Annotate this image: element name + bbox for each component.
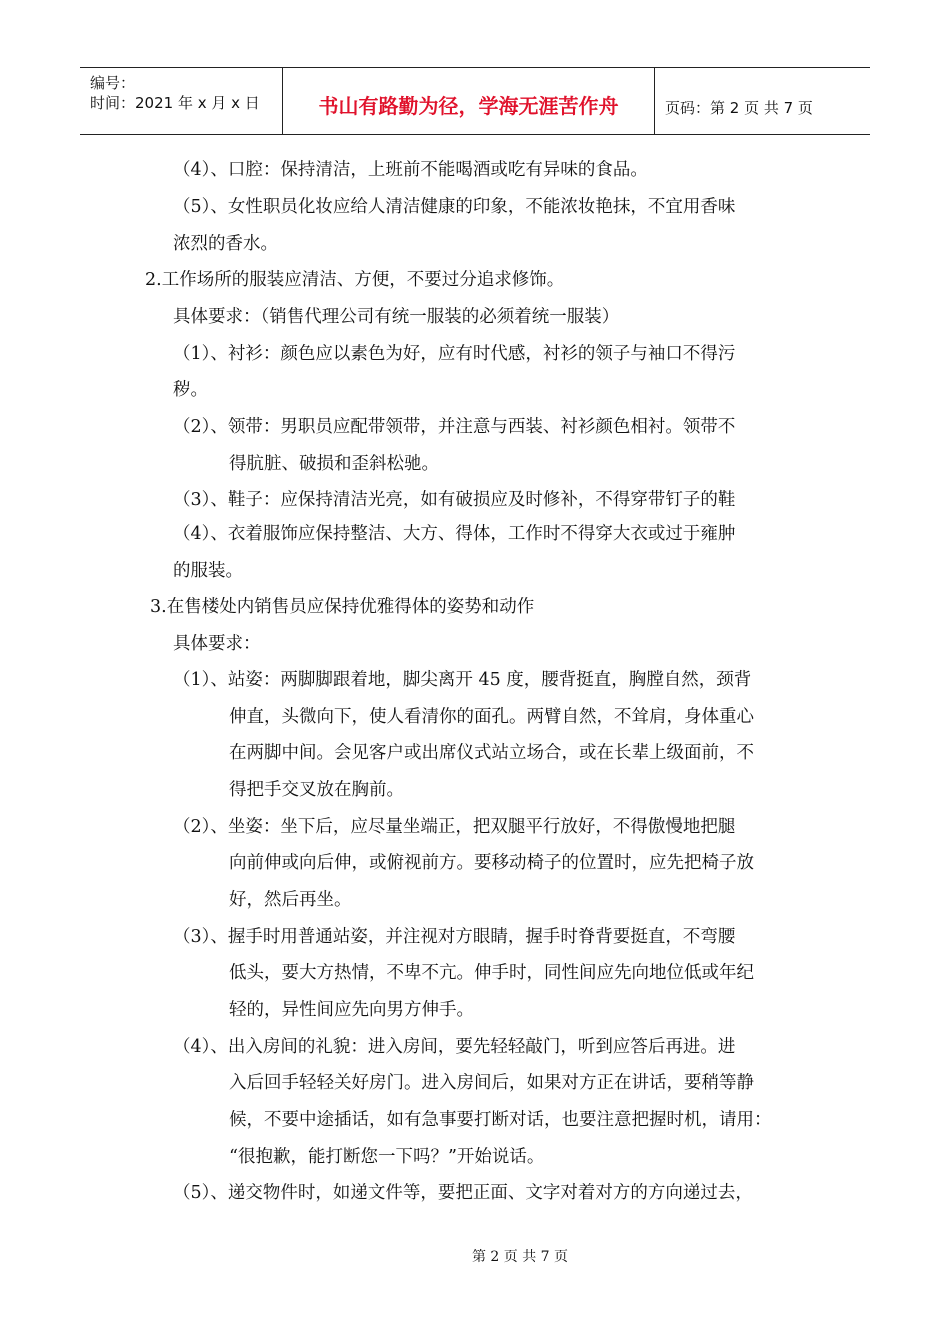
text-line: 具体要求：	[173, 634, 261, 654]
text-line: （1）、站姿：两脚脚跟着地，脚尖离开 45 度，腰背挺直，胸膛自然，颈背	[173, 670, 752, 690]
text-line: 秽。	[173, 380, 208, 400]
document-number-label: 编号：	[90, 74, 136, 92]
text-line: 好，然后再坐。	[229, 890, 352, 910]
text-line: 具体要求：（销售代理公司有统一服装的必须着统一服装）	[173, 307, 620, 327]
document-header	[80, 67, 870, 135]
text-line: 的服装。	[173, 561, 243, 581]
text-line: （3）、握手时用普通站姿，并注视对方眼睛，握手时脊背要挺直，不弯腰	[173, 927, 736, 947]
header-motto: 书山有路勤为径，学海无涯苦作舟	[283, 68, 655, 134]
header-page-info: 页码：第 2 页 共 7 页	[665, 98, 813, 117]
text-line: 在两脚中间。会见客户或出席仪式站立场合，或在长辈上级面前，不	[229, 743, 754, 763]
text-line: 3.在售楼处内销售员应保持优雅得体的姿势和动作	[150, 597, 535, 617]
text-line: （2）、领带：男职员应配带领带，并注意与西装、衬衫颜色相衬。领带不	[173, 417, 736, 437]
text-line: （5）、女性职员化妆应给人清洁健康的印象，不能浓妆艳抹，不宜用香味	[173, 197, 736, 217]
text-line: （5）、递交物件时，如递文件等，要把正面、文字对着对方的方向递过去，	[173, 1183, 753, 1203]
text-line: 入后回手轻轻关好房门。进入房间后，如果对方正在讲话，要稍等静	[229, 1073, 754, 1093]
text-line: 2.工作场所的服装应清洁、方便，不要过分追求修饰。	[145, 270, 565, 290]
text-line: “很抱歉，能打断您一下吗？”开始说话。	[229, 1147, 545, 1167]
text-line: 候，不要中途插话，如有急事要打断对话，也要注意把握时机，请用：	[229, 1110, 772, 1130]
text-line: （1）、衬衫：颜色应以素色为好，应有时代感，衬衫的领子与袖口不得污	[173, 344, 736, 364]
text-line: （4）、衣着服饰应保持整洁、大方、得体，工作时不得穿大衣或过于雍肿	[173, 524, 736, 544]
text-line: （4）、出入房间的礼貌：进入房间，要先轻轻敲门，听到应答后再进。进	[173, 1037, 736, 1057]
text-line: 浓烈的香水。	[173, 234, 278, 254]
text-line: （4）、口腔：保持清洁，上班前不能喝酒或吃有异味的食品。	[173, 160, 648, 180]
page-footer: 第 2 页 共 7 页	[471, 1249, 569, 1265]
text-line: 得把手交叉放在胸前。	[229, 780, 404, 800]
text-line: 得肮脏、破损和歪斜松驰。	[229, 454, 439, 474]
text-line: 向前伸或向后伸，或俯视前方。要移动椅子的位置时，应先把椅子放	[229, 853, 754, 873]
text-line: （3）、鞋子：应保持清洁光亮，如有破损应及时修补，不得穿带钉子的鞋	[173, 490, 736, 510]
text-line: （2）、坐姿：坐下后，应尽量坐端正，把双腿平行放好，不得傲慢地把腿	[173, 817, 736, 837]
header-meta	[80, 68, 283, 134]
text-line: 伸直，头微向下，使人看清你的面孔。两臂自然，不耸肩，身体重心	[229, 707, 754, 727]
text-line: 轻的，异性间应先向男方伸手。	[229, 1000, 474, 1020]
document-date: 时间：2021 年 x 月 x 日	[90, 94, 260, 112]
text-line: 低头，要大方热情，不卑不亢。伸手时，同性间应先向地位低或年纪	[229, 963, 754, 983]
